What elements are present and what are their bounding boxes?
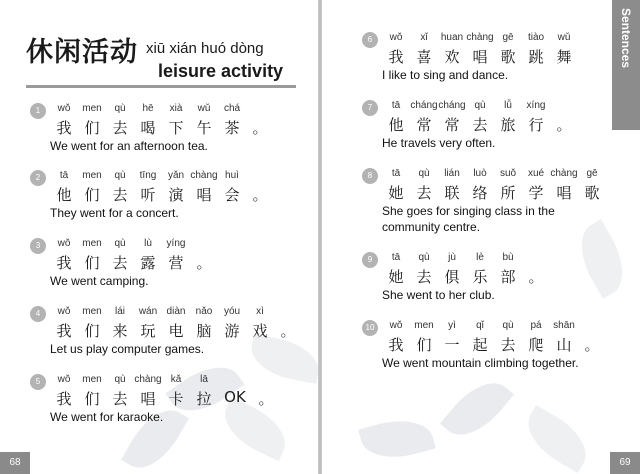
english-translation: They went for a concert. — [50, 206, 179, 220]
hanzi-row: 我 喜 欢 唱 歌 跳 舞 — [388, 48, 572, 66]
english-translation: She goes for singing class in the — [382, 204, 555, 218]
hanzi-row: 他 常 常 去 旅 行 。 — [388, 116, 572, 134]
pinyin-row: wǒ men qù hē xià wǔ chá — [57, 103, 241, 114]
item-number-badge: 4 — [30, 306, 46, 322]
pinyin-row: wǒ men qù chàng kǎ lā — [57, 374, 208, 385]
page-number: 68 — [0, 452, 30, 474]
right-page — [322, 0, 640, 474]
item-number-badge: 9 — [362, 252, 378, 268]
hanzi-row: 她 去 俱 乐 部 。 — [388, 268, 544, 286]
pinyin-row: tā qù jù lè bù — [391, 252, 514, 263]
hanzi-row: 我 们 去 喝 下 午 茶 。 — [56, 119, 268, 137]
section-title-chinese: 休闲活动 — [26, 37, 138, 68]
page-number: 69 — [610, 452, 640, 474]
leaf-decoration — [517, 405, 597, 473]
hanzi-row: 我 们 来 玩 电 脑 游 戏 。 — [56, 322, 296, 340]
left-page — [0, 0, 318, 474]
english-translation: She went to her club. — [382, 288, 495, 302]
item-number-badge: 10 — [362, 320, 378, 336]
section-title-english: leisure activity — [158, 61, 284, 81]
item-number-badge: 8 — [362, 168, 378, 184]
title-divider — [26, 85, 296, 88]
item-number-badge: 2 — [30, 170, 46, 186]
english-translation: He travels very often. — [382, 136, 496, 150]
section-tab-label: Sentences — [619, 8, 633, 69]
hanzi-row: 我 们 去 唱 卡 拉 OK 。 — [56, 388, 274, 408]
hanzi-row: 她 去 联 络 所 学 唱 歌 — [388, 184, 600, 202]
item-number-badge: 7 — [362, 100, 378, 116]
english-translation: We went for karaoke. — [50, 410, 164, 424]
leaf-decoration — [358, 412, 435, 467]
hanzi-row: 我 们 一 起 去 爬 山 。 — [388, 336, 600, 354]
item-number-badge: 6 — [362, 32, 378, 48]
english-translation: I like to sing and dance. — [382, 68, 509, 82]
hanzi-row: 我 们 去 露 营 。 — [56, 254, 212, 272]
section-title-pinyin: xiū xián huó dòng — [146, 40, 264, 57]
english-translation: We went camping. — [50, 274, 149, 288]
english-translation: We went for an afternoon tea. — [50, 139, 208, 153]
english-translation-line2: community centre. — [382, 220, 481, 234]
leaf-decoration — [568, 219, 636, 299]
english-translation: Let us play computer games. — [50, 342, 205, 356]
item-number-badge: 5 — [30, 374, 46, 390]
pinyin-row: wǒ xǐ huan chàng gē tiào wǔ — [389, 32, 571, 43]
hanzi-row: 他 们 去 听 演 唱 会 。 — [56, 186, 268, 204]
leaf-decoration — [440, 370, 514, 448]
pinyin-row: wǒ men lái wán diàn nǎo yóu xì — [57, 306, 264, 317]
pinyin-row: tā men qù tīng yǎn chàng huì — [59, 170, 239, 181]
pinyin-row: wǒ men qù lù yíng — [57, 238, 186, 249]
pinyin-row: wǒ men yì qǐ qù pá shān — [389, 320, 575, 331]
pinyin-row: tā qù lián luò suǒ xué chàng gē — [391, 168, 598, 179]
item-number-badge: 3 — [30, 238, 46, 254]
item-number-badge: 1 — [30, 103, 46, 119]
english-translation: We went mountain climbing together. — [382, 356, 579, 370]
section-tab — [612, 0, 640, 130]
pinyin-row: tā cháng cháng qù lǚ xíng — [391, 100, 546, 111]
